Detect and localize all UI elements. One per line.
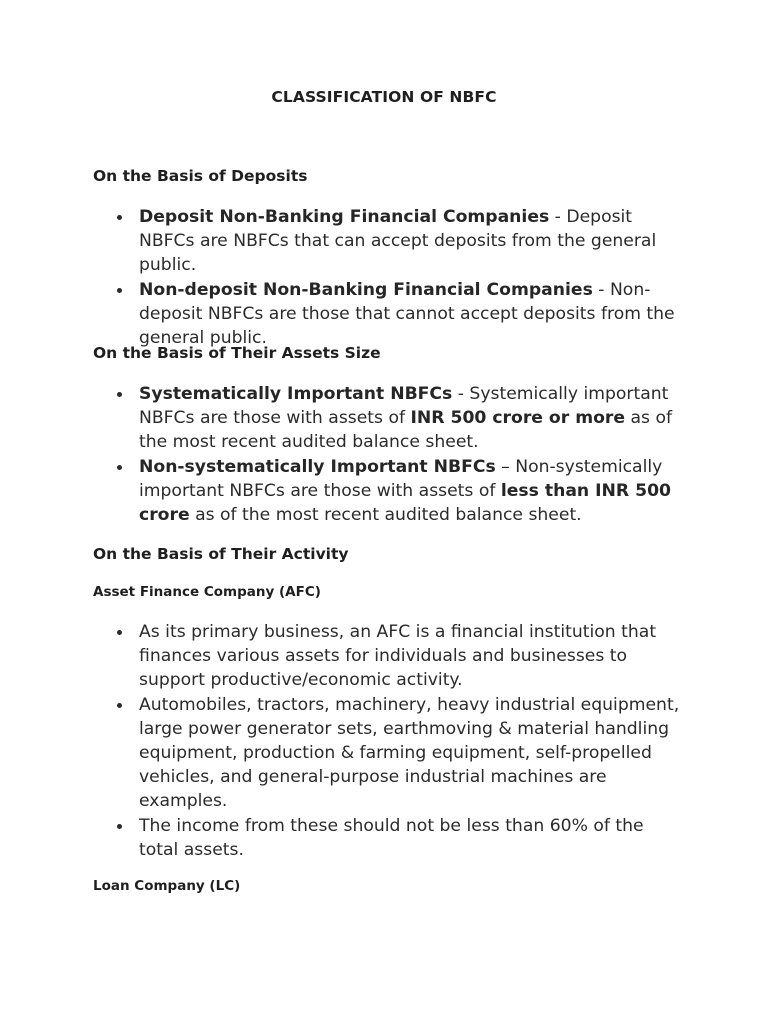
term: Non-systematically Important NBFCs: [139, 456, 496, 477]
subheading-loan-company: Loan Company (LC): [93, 878, 241, 894]
list-item: [139, 278, 684, 351]
separator: -: [452, 384, 470, 404]
heading-deposits: On the Basis of Deposits: [93, 167, 308, 185]
emphasis: less than INR 500 crore: [139, 480, 672, 526]
page-title: CLASSIFICATION OF NBFC: [271, 88, 497, 106]
description: Non-deposit NBFCs are those that cannot accept deposits from the general public.: [139, 279, 675, 349]
list-deposits: [0, 205, 768, 350]
list-item: The income from these should not be less than 60% of the total assets.: [139, 814, 684, 862]
description: Systemically important NBFCs are those with assets of: [139, 384, 669, 429]
separator: -: [592, 279, 610, 300]
separator: -: [549, 207, 567, 227]
description: Deposit NBFCs are NBFCs that can accept deposits from the general public.: [139, 207, 657, 276]
emphasis: INR 500 crore or more: [410, 408, 626, 429]
list-item: [139, 455, 684, 528]
list-item: As its primary business, an AFC is a financial institution that finances various assets for individuals and businesses to support productive/economic activity.: [139, 620, 684, 693]
description: Non-systemically important NBFCs are those with assets of: [139, 456, 663, 501]
list-item: [139, 205, 684, 278]
term: Non-deposit Non-Banking Financial Companies: [139, 279, 593, 300]
description: as of the most recent audited balance sheet.: [189, 505, 582, 526]
separator: –: [495, 456, 516, 477]
subheading-afc: Asset Finance Company (AFC): [93, 584, 321, 600]
description: as of the most recent audited balance sheet.: [139, 408, 673, 453]
term: Systematically Important NBFCs: [139, 384, 453, 404]
heading-activity: On the Basis of Their Activity: [93, 545, 349, 563]
heading-assets-size: On the Basis of Their Assets Size: [93, 344, 381, 362]
list-item: [139, 382, 684, 455]
list-item: Automobiles, tractors, machinery, heavy industrial equipment, large power generator sets, earthmoving & material handling equipment, production & farming equipment, self-propelled vehicles, and general-purpose industrial machines are examples.: [139, 693, 684, 814]
list-afc: [0, 620, 768, 862]
list-assets-size: [0, 382, 768, 527]
term: Deposit Non-Banking Financial Companies: [139, 207, 550, 227]
